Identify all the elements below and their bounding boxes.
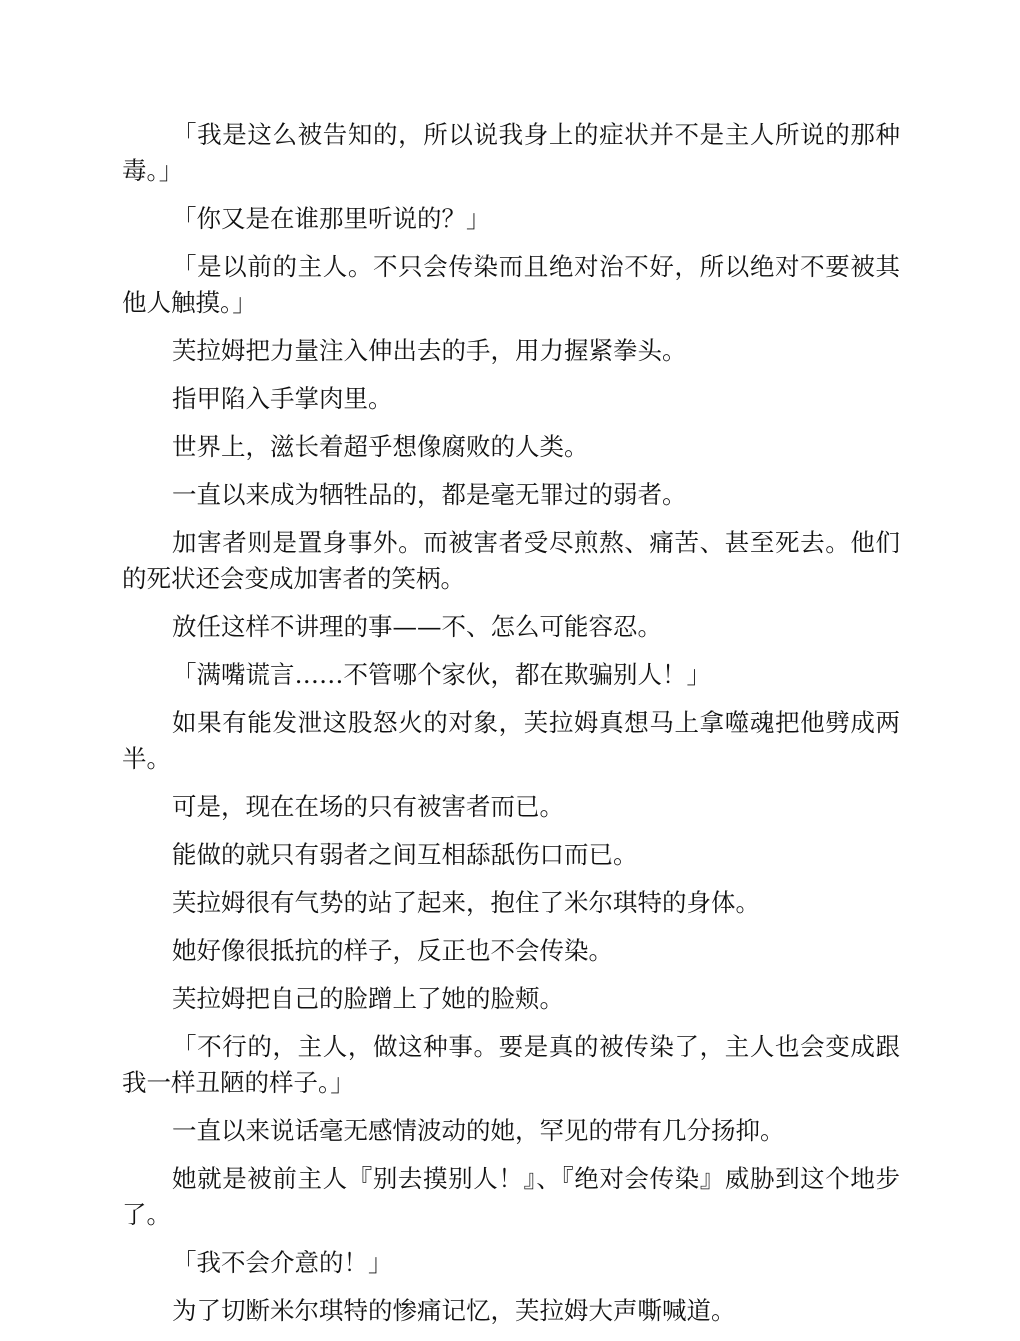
paragraph: 为了切断米尔琪特的惨痛记忆，芙拉姆大声嘶喊道。 xyxy=(172,1296,736,1325)
paragraph: 芙拉姆把力量注入伸出去的手，用力握紧拳头。 xyxy=(172,336,687,365)
paragraph: 能做的就只有弱者之间互相舔舐伤口而已。 xyxy=(172,840,638,869)
paragraph: 可是，现在在场的只有被害者而已。 xyxy=(172,792,564,821)
paragraph: 如果有能发泄这股怒火的对象，芙拉姆真想马上拿噬魂把他劈成两半。 xyxy=(122,708,900,773)
paragraph: 芙拉姆很有气势的站了起来，抱住了米尔琪特的身体。 xyxy=(172,888,760,917)
paragraph: 「你又是在谁那里听说的？」 xyxy=(172,204,491,233)
paragraph: 一直以来说话毫无感情波动的她，罕见的带有几分扬抑。 xyxy=(172,1116,785,1145)
paragraph: 指甲陷入手掌肉里。 xyxy=(172,384,393,413)
document-body xyxy=(122,117,900,1341)
paragraph: 一直以来成为牺牲品的，都是毫无罪过的弱者。 xyxy=(172,480,687,509)
paragraph: 她就是被前主人『别去摸别人！』、『绝对会传染』威胁到这个地步了。 xyxy=(122,1164,900,1229)
paragraph: 「是以前的主人。不只会传染而且绝对治不好，所以绝对不要被其他人触摸。」 xyxy=(122,252,900,317)
paragraph: 她好像很抵抗的样子，反正也不会传染。 xyxy=(172,936,613,965)
paragraph: 「不行的，主人，做这种事。要是真的被传染了，主人也会变成跟我一样丑陋的样子。」 xyxy=(122,1032,900,1097)
paragraph: 「满嘴谎言……不管哪个家伙，都在欺骗别人！」 xyxy=(172,660,711,689)
paragraph: 放任这样不讲理的事——不、怎么可能容忍。 xyxy=(172,612,662,641)
paragraph: 芙拉姆把自己的脸蹭上了她的脸颊。 xyxy=(172,984,564,1013)
paragraph: 「我不会介意的！」 xyxy=(172,1248,393,1277)
paragraph: 世界上，滋长着超乎想像腐败的人类。 xyxy=(172,432,589,461)
paragraph: 「我是这么被告知的，所以说我身上的症状并不是主人所说的那种毒。」 xyxy=(122,120,900,185)
paragraph: 加害者则是置身事外。而被害者受尽煎熬、痛苦、甚至死去。他们的死状还会变成加害者的笑柄。 xyxy=(122,528,900,593)
